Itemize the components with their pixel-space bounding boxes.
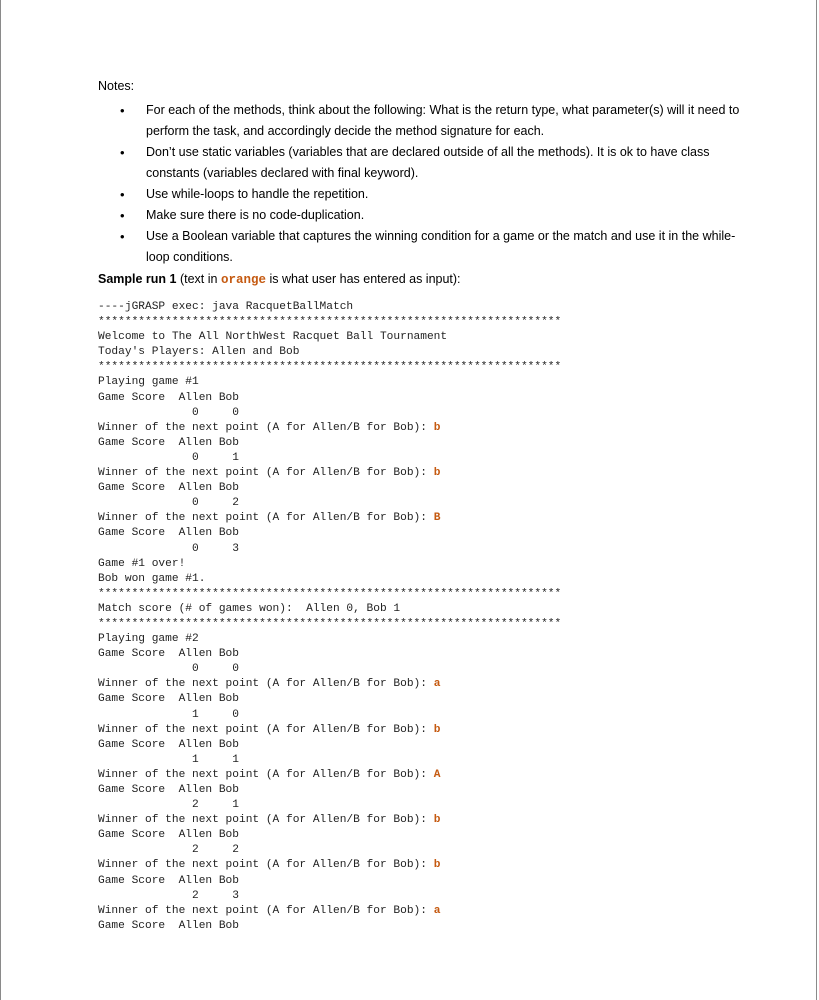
console-line: [98, 799, 239, 811]
console-text: Today's Players: Allen and Bob: [98, 346, 300, 359]
console-text: 0 3: [98, 542, 239, 555]
console-output: [98, 300, 748, 934]
sample-run-label: Sample run 1: [98, 272, 177, 286]
console-line: [98, 693, 239, 705]
console-text: Game Score Allen Bob: [98, 874, 239, 887]
console-text: Winner of the next point (A for Allen/B for Bob):: [98, 814, 434, 827]
console-line: [98, 527, 239, 539]
console-line: [98, 346, 299, 358]
note-item: • For each of the methods, think about the following: What is the return type, what parameter(s) will it need to perform the task, and accordingly decide the method signature for each.: [98, 100, 748, 142]
console-text: 2 1: [98, 799, 239, 812]
user-input: b: [433, 421, 441, 434]
console-text: Winner of the next point (A for Allen/B for Bob):: [98, 467, 434, 480]
console-text: Game Score Allen Bob: [98, 829, 239, 842]
console-line: [98, 814, 440, 826]
console-text: Game Score Allen Bob: [98, 527, 239, 540]
note-item: • Use a Boolean variable that captures the winning condition for a game or the match and use it in the while-loop conditions.: [98, 226, 748, 268]
console-text: 0 2: [98, 497, 239, 510]
console-text: 1 1: [98, 753, 239, 766]
console-line: [98, 829, 239, 841]
console-line: [98, 512, 440, 524]
console-text: Winner of the next point (A for Allen/B for Bob):: [98, 723, 434, 736]
console-text: 1 0: [98, 708, 239, 721]
console-text: 2 3: [98, 889, 239, 902]
console-line: [98, 558, 185, 570]
console-line: [98, 859, 440, 871]
console-line: [98, 543, 239, 555]
console-text: Winner of the next point (A for Allen/B for Bob):: [98, 859, 434, 872]
note-item: • Don’t use static variables (variables that are declared outside of all the methods). It is ok to have class constants (variables declared with final keyword).: [98, 142, 748, 184]
console-text: 0 0: [98, 406, 239, 419]
console-line: [98, 633, 199, 645]
console-text: Winner of the next point (A for Allen/B for Bob):: [98, 904, 434, 917]
console-text: Game Score Allen Bob: [98, 648, 239, 661]
console-text: Game Score Allen Bob: [98, 738, 239, 751]
console-line: [98, 709, 239, 721]
console-line: [98, 603, 400, 615]
user-input: b: [433, 859, 441, 872]
console-text: *********************************************************************: [98, 587, 562, 600]
console-line: [98, 497, 239, 509]
console-line: [98, 331, 447, 343]
console-line: [98, 724, 440, 736]
sample-heading-text-end: is what user has entered as input):: [265, 272, 461, 286]
console-line: [98, 422, 440, 434]
notes-list: [98, 100, 748, 268]
user-input: B: [433, 512, 441, 525]
console-line: [98, 361, 561, 373]
note-item: • Make sure there is no code-duplication.: [98, 205, 748, 226]
console-text: Bob won game #1.: [98, 572, 206, 585]
console-line: [98, 588, 561, 600]
console-text: 0 1: [98, 451, 239, 464]
console-line: [98, 467, 440, 479]
console-text: Welcome to The All NorthWest Racquet Ball Tournament: [98, 331, 448, 344]
console-line: [98, 844, 239, 856]
console-text: Game #1 over!: [98, 557, 186, 570]
console-line: [98, 875, 239, 887]
console-line: [98, 407, 239, 419]
console-text: ----jGRASP exec: java RacquetBallMatch: [98, 301, 354, 313]
user-input: b: [433, 723, 441, 736]
notes-title: Notes:: [98, 79, 135, 93]
console-line: [98, 754, 239, 766]
user-input: b: [433, 467, 441, 480]
console-line: [98, 784, 239, 796]
sample-heading-text: (text in: [176, 272, 221, 286]
console-text: Winner of the next point (A for Allen/B for Bob):: [98, 421, 434, 434]
console-line: [98, 392, 239, 404]
console-line: [98, 905, 440, 917]
console-line: [98, 648, 239, 660]
console-text: *********************************************************************: [98, 361, 562, 374]
user-input: A: [433, 768, 441, 781]
console-line: [98, 739, 239, 751]
console-line: [98, 437, 239, 449]
user-input: b: [433, 814, 441, 827]
console-line: [98, 890, 239, 902]
console-line: [98, 316, 561, 328]
console-line: [98, 678, 440, 690]
console-line: [98, 920, 239, 932]
console-text: Winner of the next point (A for Allen/B for Bob):: [98, 512, 434, 525]
console-line: [98, 663, 239, 675]
console-text: 0 0: [98, 663, 239, 676]
console-text: 2 2: [98, 844, 239, 857]
console-text: Game Score Allen Bob: [98, 784, 239, 796]
console-text: Game Score Allen Bob: [98, 693, 239, 706]
user-input: a: [433, 904, 441, 917]
console-line: [98, 376, 199, 388]
console-line: [98, 573, 205, 585]
console-line: [98, 769, 440, 781]
sample-run-heading: [98, 269, 748, 291]
console-line: [98, 482, 239, 494]
console-line: [98, 618, 561, 630]
console-text: Winner of the next point (A for Allen/B for Bob):: [98, 768, 434, 781]
console-text: Match score (# of games won): Allen 0, Bob 1: [98, 602, 401, 615]
document-content: [98, 78, 748, 934]
console-text: *********************************************************************: [98, 617, 562, 630]
note-item: • Use while-loops to handle the repetition.: [98, 184, 748, 205]
console-text: Game Score Allen Bob: [98, 482, 239, 495]
orange-word: orange: [220, 273, 266, 287]
console-line: [98, 452, 239, 464]
console-text: *********************************************************************: [98, 316, 562, 329]
console-text: Playing game #2: [98, 633, 199, 646]
console-text: Winner of the next point (A for Allen/B for Bob):: [98, 678, 434, 691]
console-text: Game Score Allen Bob: [98, 391, 239, 404]
console-text: Game Score Allen Bob: [98, 919, 239, 932]
user-input: a: [433, 678, 441, 691]
console-line: [98, 301, 353, 313]
console-text: Game Score Allen Bob: [98, 436, 239, 449]
console-text: Playing game #1: [98, 376, 199, 389]
